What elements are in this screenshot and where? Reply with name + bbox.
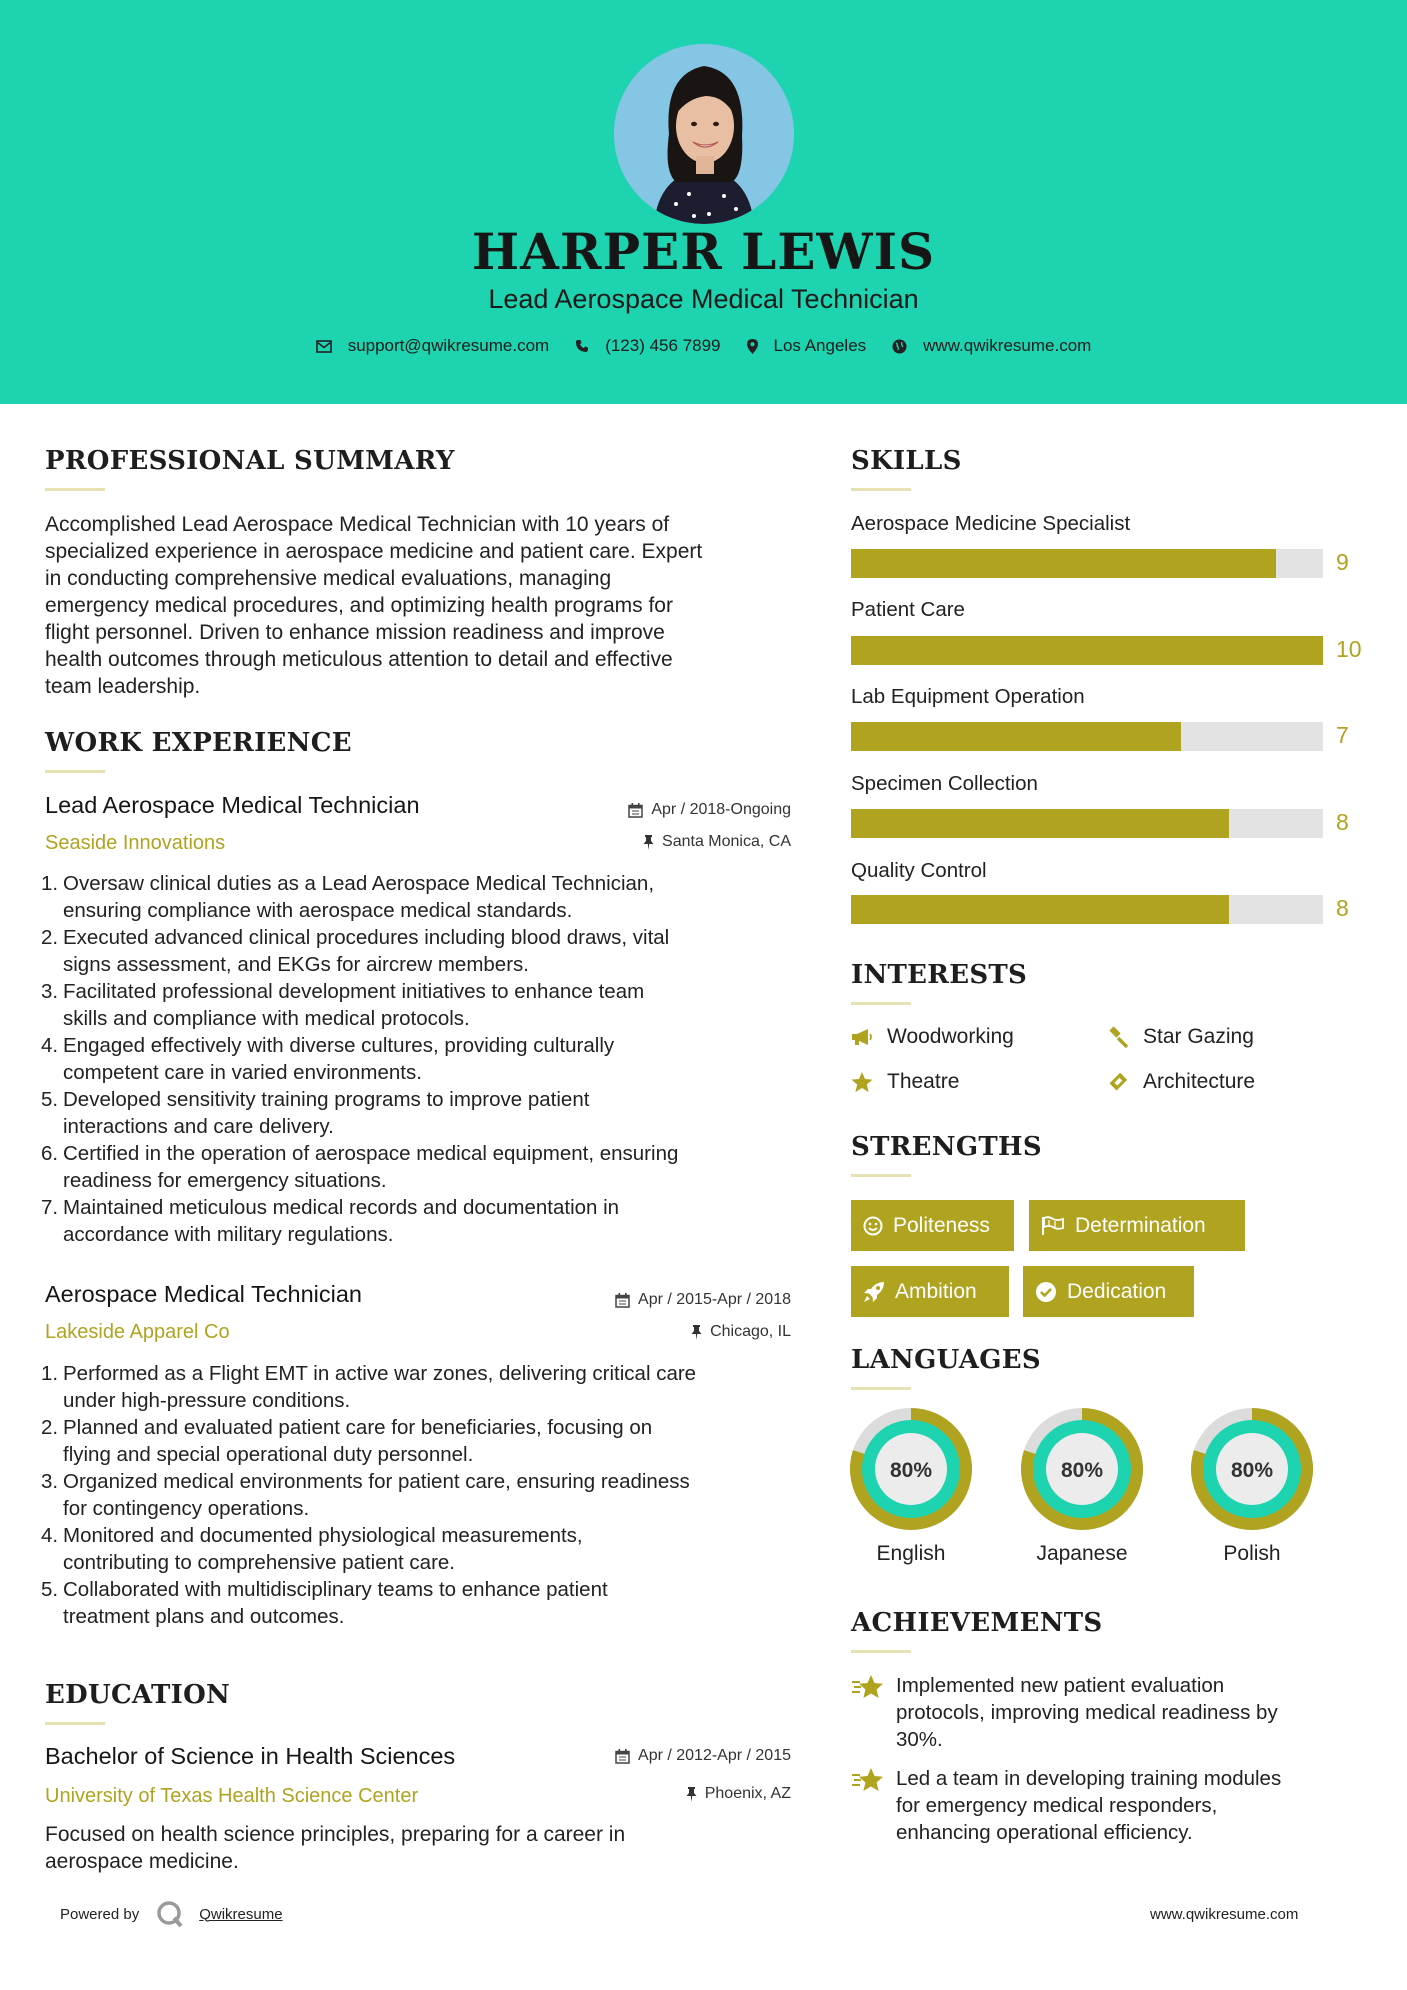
star-icon [851,1072,873,1093]
gavel-icon [1107,1026,1129,1048]
language-item [1191,1408,1313,1565]
skills-heading: SKILLS [851,446,962,476]
summary-heading: PROFESSIONAL SUMMARY [45,446,455,476]
job-title: Lead Aerospace Medical Technician [45,792,420,818]
skill-label: Aerospace Medicine Specialist [851,512,1131,535]
list-item: 2. Planned and evaluated patient care for beneficiaries, focusing on flying and special operational duty personnel. [41,1416,653,1466]
qwikresume-logo-icon [155,1899,185,1929]
strength-tag [1029,1200,1245,1251]
skill-bar-fill [851,895,1229,924]
candidate-name: HARPER LEWIS [471,222,936,281]
list-item: 2. Executed advanced clinical procedures including blood draws, vital signs assessment, and EKGs for aircrew members. [41,926,670,976]
strength-label: Dedication [1067,1279,1167,1303]
list-item: 3. Organized medical environments for patient care, ensuring readiness for contingency operations. [41,1470,690,1520]
languages-heading: LANGUAGES [851,1345,1041,1375]
list-item: 1. Performed as a Flight EMT in active war zones, delivering critical care under high-pressure conditions. [41,1362,697,1412]
header-banner [0,0,1407,404]
job-dates-text: Apr / 2015-Apr / 2018 [638,1291,791,1308]
skill-bar [851,722,1323,751]
interest-item [851,1025,1014,1049]
pushpin-icon [643,835,654,850]
list-item: 4. Monitored and documented physiological measurements, contributing to comprehensive patient care. [41,1524,583,1574]
megaphone-icon [851,1028,873,1046]
interests-heading: INTERESTS [851,960,1028,990]
calendar-icon [628,803,643,818]
summary-line: team leadership. [45,675,201,698]
job-bullets [41,870,805,1248]
interest-label: Architecture [1143,1070,1256,1093]
school-name: University of Texas Health Science Center [45,1785,419,1807]
gauge-percent: 80% [889,1459,933,1482]
contact-email[interactable] [316,336,550,356]
strengths-heading-rule [851,1174,911,1177]
footer-url[interactable]: www.qwikresume.com [1150,1906,1299,1923]
job-company: Lakeside Apparel Co [45,1321,230,1343]
job-dates [540,1291,791,1309]
job-location-text: Santa Monica, CA [662,833,791,850]
job-location [540,1323,791,1341]
summary-line: specialized experience in aerospace medicine and patient care. Expert [45,540,703,563]
strength-label: Ambition [895,1279,977,1303]
map-pin-icon [747,339,758,354]
education-dates [540,1747,791,1765]
contact-phone[interactable] [575,336,720,356]
education-heading: EDUCATION [45,1680,231,1710]
language-item [850,1408,972,1565]
job-location [540,833,791,851]
contact-bar [0,336,1407,356]
language-gauge [1021,1408,1143,1530]
star-award-icon [851,1674,885,1702]
email-text: support@qwikresume.com [347,336,550,355]
work-heading: WORK EXPERIENCE [45,728,352,758]
location-text: Los Angeles [773,336,867,355]
job-title: Aerospace Medical Technician [45,1281,362,1307]
interest-item [1107,1025,1254,1049]
education-location [540,1785,791,1803]
interest-label: Star Gazing [1143,1025,1254,1048]
rocket-icon [863,1281,885,1303]
summary-line: emergency medical procedures, and optimizing health programs for [45,594,673,617]
footer-powered-by [60,1899,283,1929]
skill-value: 7 [1336,722,1349,748]
degree-title: Bachelor of Science in Health Sciences [45,1743,456,1769]
summary-line: Accomplished Lead Aerospace Medical Technician with 10 years of [45,513,670,536]
language-gauge [850,1408,972,1530]
phone-text: (123) 456 7899 [605,336,721,355]
achievement-text: Led a team in developing training modules for emergency medical responders, enhancing operational efficiency. [896,1767,1282,1844]
language-gauge [1191,1408,1313,1530]
languages-heading-rule [851,1387,911,1390]
interest-item [851,1070,959,1094]
flag-icon [1041,1216,1065,1236]
list-item: 6. Certified in the operation of aerospace medical equipment, ensuring readiness for emergency situations. [41,1142,679,1192]
strength-label: Politeness [893,1213,990,1237]
contact-website[interactable] [892,336,1091,356]
language-label: English [876,1542,946,1565]
summary-line: in conducting comprehensive medical evaluations, managing [45,567,612,590]
calendar-icon [615,1293,630,1308]
pushpin-icon [691,1325,702,1340]
check-circle-icon [1035,1281,1057,1303]
calendar-icon [615,1749,630,1764]
gauge-percent: 80% [1060,1459,1104,1482]
list-item: 4. Engaged effectively with diverse cultures, providing culturally competent care in varied environments. [41,1034,615,1084]
globe-icon [892,339,907,354]
skill-bar [851,636,1323,665]
brand-link[interactable]: Qwikresume [199,1905,283,1923]
phone-icon [575,339,589,353]
gauge-percent: 80% [1230,1459,1274,1482]
star-award-icon [851,1767,885,1795]
skill-bar-fill [851,549,1276,578]
education-location-text: Phoenix, AZ [704,1785,791,1802]
strength-label: Determination [1075,1213,1206,1237]
skill-label: Patient Care [851,598,965,621]
achievement-item [851,1765,1371,1851]
interest-label: Theatre [887,1070,960,1093]
job-dates [540,801,791,819]
achievements-heading: ACHIEVEMENTS [851,1608,1103,1638]
list-item: 1. Oversaw clinical duties as a Lead Aerospace Medical Technician, ensuring compliance with aerospace medical standards. [41,872,655,922]
strengths-heading: STRENGTHS [851,1132,1042,1162]
summary-heading-rule [45,488,105,491]
strength-tag [851,1266,1009,1317]
skill-bar [851,549,1323,578]
achievement-text: Implemented new patient evaluation protocols, improving medical readiness by 30%. [896,1674,1278,1751]
strength-tag [1023,1266,1194,1317]
skills-heading-rule [851,488,911,491]
contact-location [747,336,867,356]
skill-value: 8 [1336,895,1349,921]
language-label: Polish [1223,1542,1281,1565]
skill-value: 10 [1336,636,1362,662]
education-heading-rule [45,1722,105,1725]
list-item: 7. Maintained meticulous medical records and documentation in accordance with military regulations. [41,1196,620,1246]
skill-label: Quality Control [851,859,987,882]
language-label: Japanese [1036,1542,1128,1565]
work-heading-rule [45,770,105,773]
skill-bar-fill [851,722,1181,751]
education-dates-text: Apr / 2012-Apr / 2015 [638,1747,791,1764]
skill-bar-fill [851,809,1229,838]
summary-line: health outcomes through meticulous attention to detail and effective [45,648,673,671]
candidate-role: Lead Aerospace Medical Technician [488,284,919,314]
skill-value: 9 [1336,549,1349,575]
language-item [1021,1408,1143,1565]
skill-label: Specimen Collection [851,772,1038,795]
smile-icon [863,1216,883,1236]
interest-label: Woodworking [887,1025,1014,1048]
summary-line: flight personnel. Driven to enhance mission readiness and improve [45,621,665,644]
website-text: www.qwikresume.com [923,336,1092,355]
strength-tag [851,1200,1014,1251]
job-location-text: Chicago, IL [710,1323,791,1340]
skill-label: Lab Equipment Operation [851,685,1085,708]
skill-bar [851,809,1323,838]
pushpin-icon [686,1787,697,1802]
skill-value: 8 [1336,809,1349,835]
ticket-icon [1107,1071,1129,1093]
skill-bar [851,895,1323,924]
avatar [614,44,794,224]
list-item: 5. Developed sensitivity training programs to improve patient interactions and care delivery. [41,1088,590,1138]
list-item: 5. Collaborated with multidisciplinary teams to enhance patient treatment plans and outcomes. [41,1578,608,1628]
envelope-icon [316,340,332,353]
job-company: Seaside Innovations [45,832,226,854]
list-item: 3. Facilitated professional development initiatives to enhance team skills and compliance with medical protocols. [41,980,645,1030]
interests-heading-rule [851,1002,911,1005]
job-dates-text: Apr / 2018-Ongoing [651,801,791,818]
achievements-heading-rule [851,1650,911,1653]
powered-by-label: Powered by [60,1905,140,1923]
education-description: Focused on health science principles, preparing for a career in aerospace medicine. [45,1823,626,1873]
job-bullets [41,1360,805,1630]
interest-item [1107,1070,1255,1094]
skill-bar-fill [851,636,1323,665]
summary-text [45,511,805,700]
achievement-item [851,1672,1371,1758]
